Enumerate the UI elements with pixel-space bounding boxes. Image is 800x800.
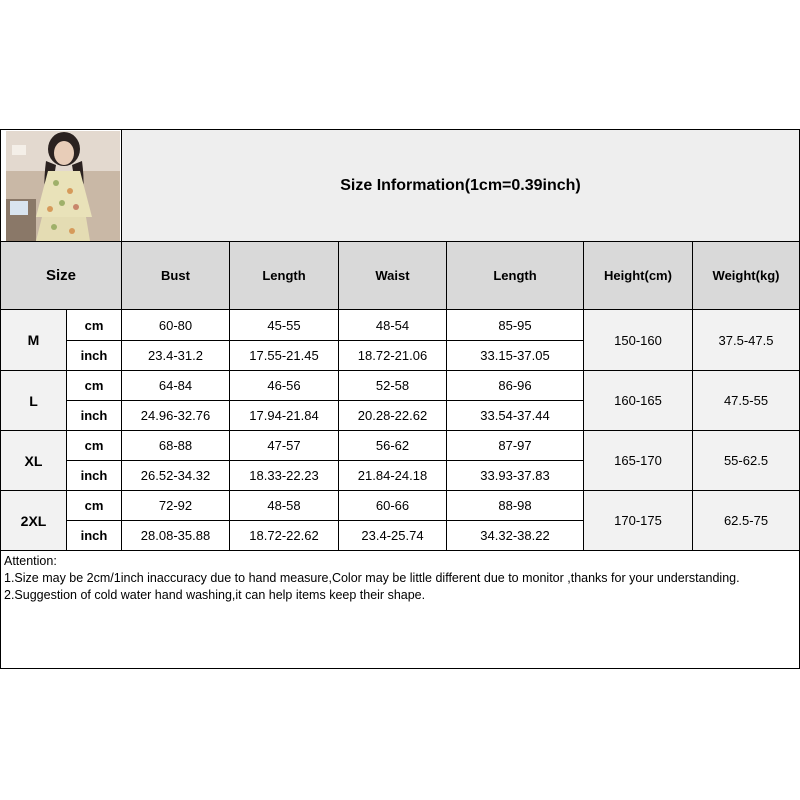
size-chart xyxy=(0,129,800,669)
size-label-2xl: 2XL xyxy=(1,491,67,551)
length-value: 45-55 xyxy=(230,310,339,341)
height-value: 165-170 xyxy=(584,431,693,491)
table-row xyxy=(1,491,800,521)
unit-cm: cm xyxy=(67,431,122,461)
bust-value: 26.52-34.32 xyxy=(122,461,230,491)
waist-value: 60-66 xyxy=(339,491,447,521)
note-item: 1.Size may be 2cm/1inch inaccuracy due to hand measure,Color may be little different due to monitor ,thanks for your understanding. xyxy=(4,571,740,585)
length-value: 17.94-21.84 xyxy=(230,401,339,431)
length-value: 47-57 xyxy=(230,431,339,461)
notes-cell xyxy=(1,551,800,669)
weight-value: 37.5-47.5 xyxy=(693,310,800,371)
height-value: 150-160 xyxy=(584,310,693,371)
chart-title: Size Information(1cm=0.39inch) xyxy=(122,130,800,242)
bust-value: 24.96-32.76 xyxy=(122,401,230,431)
table-row xyxy=(1,371,800,401)
waist-value: 21.84-24.18 xyxy=(339,461,447,491)
notes-heading: Attention: xyxy=(4,554,57,568)
length-2-value: 34.32-38.22 xyxy=(447,521,584,551)
length-2-value: 86-96 xyxy=(447,371,584,401)
height-value: 170-175 xyxy=(584,491,693,551)
header-height: Height(cm) xyxy=(584,242,693,310)
bust-value: 72-92 xyxy=(122,491,230,521)
weight-value: 47.5-55 xyxy=(693,371,800,431)
waist-value: 48-54 xyxy=(339,310,447,341)
header-length: Length xyxy=(230,242,339,310)
length-value: 17.55-21.45 xyxy=(230,341,339,371)
header-bust: Bust xyxy=(122,242,230,310)
unit-inch: inch xyxy=(67,521,122,551)
length-value: 18.33-22.23 xyxy=(230,461,339,491)
bust-value: 23.4-31.2 xyxy=(122,341,230,371)
bust-value: 64-84 xyxy=(122,371,230,401)
length-2-value: 33.54-37.44 xyxy=(447,401,584,431)
bust-value: 68-88 xyxy=(122,431,230,461)
notes-row xyxy=(1,551,800,669)
product-photo-image xyxy=(6,131,120,241)
length-2-value: 85-95 xyxy=(447,310,584,341)
waist-value: 23.4-25.74 xyxy=(339,521,447,551)
waist-value: 56-62 xyxy=(339,431,447,461)
length-value: 48-58 xyxy=(230,491,339,521)
unit-cm: cm xyxy=(67,310,122,341)
size-label-m: M xyxy=(1,310,67,371)
bust-value: 28.08-35.88 xyxy=(122,521,230,551)
unit-inch: inch xyxy=(67,341,122,371)
unit-inch: inch xyxy=(67,461,122,491)
unit-cm: cm xyxy=(67,491,122,521)
length-value: 18.72-22.62 xyxy=(230,521,339,551)
product-photo-cell xyxy=(1,130,122,242)
header-length-2: Length xyxy=(447,242,584,310)
weight-value: 62.5-75 xyxy=(693,491,800,551)
table-row xyxy=(1,431,800,461)
header-waist: Waist xyxy=(339,242,447,310)
length-2-value: 88-98 xyxy=(447,491,584,521)
length-value: 46-56 xyxy=(230,371,339,401)
size-table xyxy=(0,129,800,669)
height-value: 160-165 xyxy=(584,371,693,431)
bust-value: 60-80 xyxy=(122,310,230,341)
length-2-value: 87-97 xyxy=(447,431,584,461)
length-2-value: 33.15-37.05 xyxy=(447,341,584,371)
weight-value: 55-62.5 xyxy=(693,431,800,491)
header-size: Size xyxy=(1,242,122,310)
title-row xyxy=(1,130,800,242)
length-2-value: 33.93-37.83 xyxy=(447,461,584,491)
waist-value: 20.28-22.62 xyxy=(339,401,447,431)
unit-cm: cm xyxy=(67,371,122,401)
waist-value: 52-58 xyxy=(339,371,447,401)
waist-value: 18.72-21.06 xyxy=(339,341,447,371)
unit-inch: inch xyxy=(67,401,122,431)
size-label-xl: XL xyxy=(1,431,67,491)
header-row xyxy=(1,242,800,310)
note-item: 2.Suggestion of cold water hand washing,it can help items keep their shape. xyxy=(4,588,426,602)
table-row xyxy=(1,310,800,341)
header-weight: Weight(kg) xyxy=(693,242,800,310)
size-label-l: L xyxy=(1,371,67,431)
